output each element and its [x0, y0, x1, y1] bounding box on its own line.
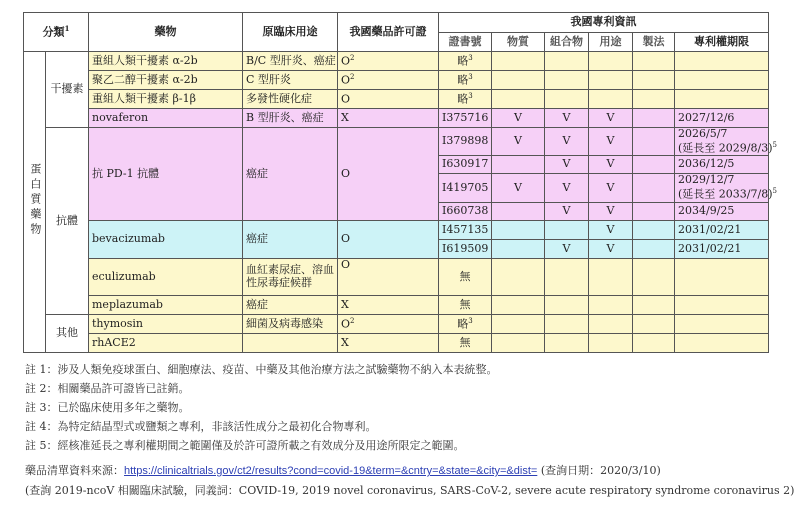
original-use [243, 333, 338, 352]
category-antibody: 抗體 [46, 128, 89, 315]
header-tw-license: 我國藥品許可證 [338, 13, 439, 52]
license-status [338, 52, 439, 71]
footnote-ref: 2 [350, 53, 355, 62]
footnote-ref: 3 [468, 53, 473, 62]
term-date: 2026/5/7 [678, 127, 728, 140]
method [633, 202, 675, 220]
cert-no: I375716 [439, 109, 492, 128]
license-status [338, 71, 439, 90]
original-use: B/C 型肝炎、癌症 [243, 52, 338, 71]
license-value: X [341, 110, 349, 124]
cert-value: 略 [457, 92, 469, 106]
drug-name: thymosin [89, 314, 243, 333]
composition: V [545, 239, 589, 258]
patent-term [675, 71, 769, 90]
usage [589, 52, 633, 71]
cert-no [439, 90, 492, 109]
header-patent-term: 專利權期限 [675, 33, 769, 52]
composition [545, 314, 589, 333]
substance [492, 202, 545, 220]
table-row [24, 128, 769, 156]
usage [589, 71, 633, 90]
method [633, 109, 675, 128]
data-source [25, 461, 794, 500]
substance [492, 239, 545, 258]
footnote-2: 註 2：相關藥品許可證皆已註銷。 [25, 382, 190, 395]
category-protein-drugs-label: 蛋白質藥物 [28, 162, 42, 238]
header-substance: 物質 [492, 33, 545, 52]
license-value: O [341, 73, 351, 87]
patent-term [675, 333, 769, 352]
table-row [24, 314, 769, 333]
header-drug: 藥物 [89, 13, 243, 52]
patent-term [675, 127, 777, 156]
table-row [24, 90, 769, 109]
usage: V [589, 155, 633, 173]
table-row [24, 71, 769, 90]
composition: V [545, 202, 589, 220]
composition [545, 90, 589, 109]
license-status: X [338, 333, 439, 352]
license-value: O [341, 92, 351, 106]
composition [545, 258, 589, 295]
method [633, 128, 675, 156]
drug-name: meplazumab [89, 295, 243, 314]
footnote-1: 註 1：涉及人類免疫球蛋白、細胞療法、疫苗、中藥及其他治療方法之試驗藥物不納入本表統整。 [25, 363, 498, 376]
composition: V [545, 155, 589, 173]
cert-no: I619509 [439, 239, 492, 258]
footnote-4: 註 4：為特定結晶型式或鹽類之專利，非該活性成分之最初化合物專利。 [25, 420, 377, 433]
patent-term [675, 258, 769, 295]
term-extension: (延長至 2033/7/8) [678, 187, 773, 201]
footnotes [25, 360, 498, 455]
footnote-ref: 5 [772, 140, 777, 149]
footnote-ref: 2 [350, 316, 355, 325]
license-value: O [341, 317, 351, 331]
drug-name: 抗 PD-1 抗體 [89, 128, 243, 221]
header-cert-no: 證書號 [439, 33, 492, 52]
header-usage: 用途 [589, 33, 633, 52]
usage [589, 90, 633, 109]
composition: V [545, 109, 589, 128]
license-status [338, 314, 439, 333]
term-date: 2029/12/7 [678, 173, 735, 187]
substance: V [492, 109, 545, 128]
patent-term [675, 314, 769, 333]
patent-term: 2027/12/6 [675, 109, 769, 128]
patent-term [675, 295, 769, 314]
license-status: O [338, 128, 439, 221]
substance [492, 314, 545, 333]
cert-no: 無 [439, 333, 492, 352]
substance [492, 52, 545, 71]
license-status: O [338, 220, 439, 258]
patent-term: 2031/02/21 [675, 239, 769, 258]
method [633, 333, 675, 352]
method [633, 90, 675, 109]
substance [492, 258, 545, 295]
footnote-ref: 3 [468, 72, 473, 81]
substance [492, 90, 545, 109]
method [633, 220, 675, 239]
substance: V [492, 128, 545, 156]
footnote-ref: 5 [772, 187, 777, 196]
drug-name: novaferon [89, 109, 243, 128]
table-row [24, 109, 769, 128]
drug-name: 重組人類干擾素 α-2b [89, 52, 243, 71]
header-original-use: 原臨床用途 [243, 13, 338, 52]
footnote-3: 註 3：已於臨床使用多年之藥物。 [25, 401, 190, 414]
drug-name: bevacizumab [89, 220, 243, 258]
original-use: 癌症 [243, 295, 338, 314]
source-label: 藥品清單資料來源： [25, 464, 124, 477]
usage: V [589, 202, 633, 220]
original-use: 細菌及病毒感染 [243, 314, 338, 333]
query-synonyms: (查詢 2019-ncoV 相關臨床試驗，同義詞：COVID-19, 2019 novel coronavirus, SARS-CoV-2, severe acute respiratory syndrome coronavirus 2) [25, 484, 795, 497]
category-interferon: 干擾素 [46, 52, 89, 128]
method [633, 295, 675, 314]
original-use: B 型肝炎、癌症 [243, 109, 338, 128]
footnote-ref: 2 [350, 72, 355, 81]
drug-name: 重組人類干擾素 β-1β [89, 90, 243, 109]
method [633, 258, 675, 295]
header-tw-patent-group: 我國專利資訊 [439, 13, 769, 33]
cert-no [439, 71, 492, 90]
footnote-ref: 3 [468, 91, 473, 100]
patent-term [675, 173, 777, 202]
drug-name: 聚乙二醇干擾素 α-2b [89, 71, 243, 90]
license-status [338, 109, 439, 128]
method [633, 71, 675, 90]
table-row [24, 52, 769, 71]
usage: V [589, 173, 633, 202]
license-status: O [338, 258, 439, 295]
method [633, 239, 675, 258]
cert-no: 無 [439, 295, 492, 314]
composition [545, 52, 589, 71]
patent-term: 2036/12/5 [675, 155, 769, 173]
method [633, 155, 675, 173]
composition [545, 333, 589, 352]
original-use: 血紅素尿症、溶血性尿毒症候群 [243, 258, 338, 295]
cert-no [439, 52, 492, 71]
cert-no: I379898 [439, 128, 492, 156]
header-category-label: 分類 [42, 25, 65, 39]
header-method: 製法 [633, 33, 675, 52]
footnote-5: 註 5：經核准延長之專利權期間之範圍僅及於許可證所載之有效成分及用途所限定之範圍。 [25, 439, 465, 452]
cert-value: 略 [457, 54, 469, 68]
cert-value: 略 [457, 317, 469, 331]
original-use: C 型肝炎 [243, 71, 338, 90]
substance: V [492, 173, 545, 202]
cert-no: I660738 [439, 202, 492, 220]
header-category [24, 13, 89, 52]
drug-name: rhACE2 [89, 333, 243, 352]
drug-patent-table [23, 12, 777, 353]
usage: V [589, 239, 633, 258]
usage [589, 314, 633, 333]
header-composition: 組合物 [545, 33, 589, 52]
usage [589, 333, 633, 352]
usage: V [589, 109, 633, 128]
substance [492, 71, 545, 90]
source-link[interactable]: https://clinicaltrials.gov/ct2/results?cond=covid-19&term=&cntry=&state=&city=&dist= [124, 465, 538, 477]
table-row [24, 258, 769, 295]
method [633, 314, 675, 333]
table-row [24, 220, 769, 239]
license-status [338, 90, 439, 109]
patent-term: 2031/02/21 [675, 220, 769, 239]
patent-term [675, 52, 769, 71]
drug-name: eculizumab [89, 258, 243, 295]
footnote-ref: 1 [64, 23, 70, 33]
cert-no [439, 314, 492, 333]
substance [492, 333, 545, 352]
footnote-ref: 3 [468, 316, 473, 325]
license-status: X [338, 295, 439, 314]
composition [545, 295, 589, 314]
substance [492, 220, 545, 239]
term-extension: (延長至 2029/8/3) [678, 141, 773, 155]
original-use: 多發性硬化症 [243, 90, 338, 109]
cert-no: I630917 [439, 155, 492, 173]
cert-value: 略 [457, 73, 469, 87]
cert-no: 無 [439, 258, 492, 295]
cert-no: I457135 [439, 220, 492, 239]
composition [545, 220, 589, 239]
table-row [24, 295, 769, 314]
composition: V [545, 128, 589, 156]
method [633, 173, 675, 202]
category-other: 其他 [46, 314, 89, 352]
license-value: O [341, 54, 351, 68]
method [633, 52, 675, 71]
composition [545, 71, 589, 90]
cert-no: I419705 [439, 173, 492, 202]
usage [589, 295, 633, 314]
substance [492, 295, 545, 314]
original-use: 癌症 [243, 128, 338, 221]
original-use: 癌症 [243, 220, 338, 258]
usage [589, 258, 633, 295]
patent-term [675, 90, 769, 109]
patent-term: 2034/9/25 [675, 202, 769, 220]
query-date: (查詢日期：2020/3/10) [540, 464, 661, 477]
category-protein-drugs [24, 52, 46, 353]
table-row [24, 333, 769, 352]
usage: V [589, 220, 633, 239]
usage: V [589, 128, 633, 156]
composition: V [545, 173, 589, 202]
substance [492, 155, 545, 173]
